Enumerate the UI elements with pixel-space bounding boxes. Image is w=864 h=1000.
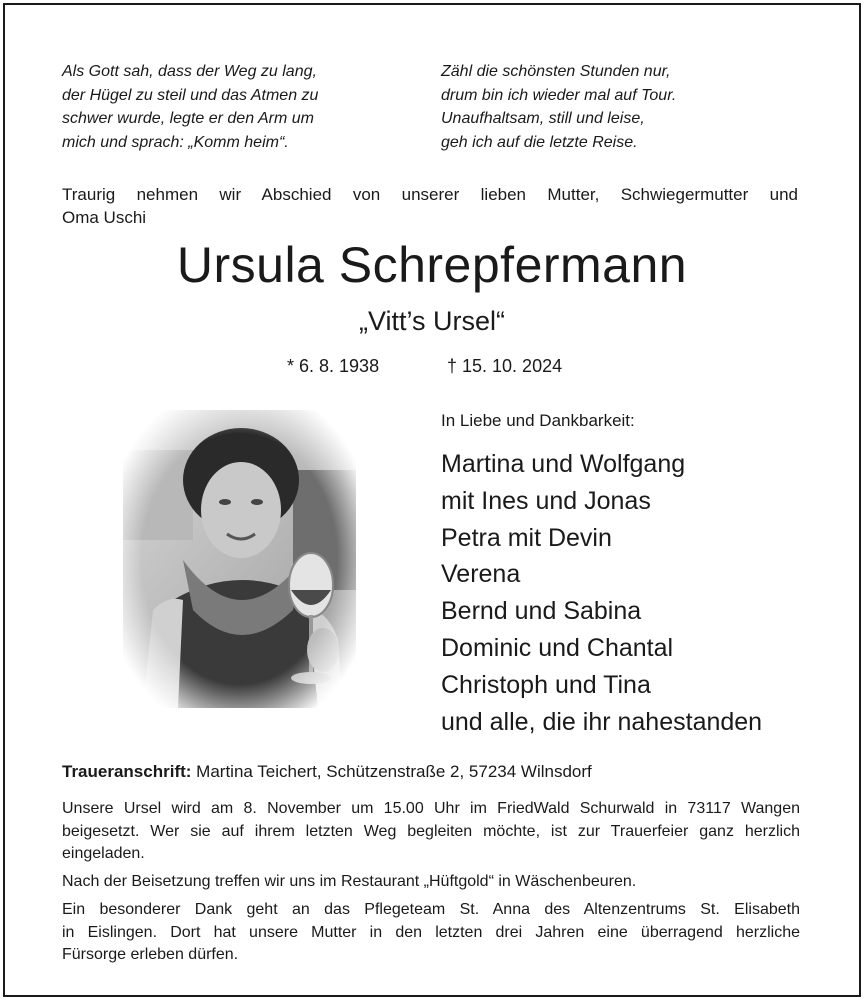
address-value: Martina Teichert, Schützenstraße 2, 57234 Wilnsdorf	[191, 762, 592, 781]
mourning-address	[62, 760, 592, 784]
family-member: mit Ines und Jonas	[441, 486, 651, 515]
family-member: Bernd und Sabina	[441, 597, 642, 626]
birth-date: * 6. 8. 1938	[287, 356, 380, 376]
family-member: Christoph und Tina	[441, 670, 651, 699]
intro-line: Traurig nehmen wir Abschied von unserer lieben Mutter, Schwiegermutter und	[62, 185, 798, 204]
paragraph-line: Fürsorge erleben dürfen.	[62, 946, 239, 963]
deceased-name: Ursula Schrepfermann	[176, 237, 688, 293]
poem-right-line: Zähl die schönsten Stunden nur,	[441, 63, 671, 80]
paragraph-line: eingeladen.	[62, 845, 145, 862]
burial-paragraph	[62, 798, 800, 866]
family-member: Dominic und Chantal	[441, 633, 674, 662]
family-list	[441, 446, 762, 740]
family-member: und alle, die ihr nahestanden	[441, 707, 763, 736]
paragraph-line: in Eislingen. Dort hat unsere Mutter in den letzten drei Jahren eine überragend herzliche	[62, 923, 800, 941]
death-date: † 15. 10. 2024	[447, 356, 563, 376]
poem-right-line: drum bin ich wieder mal auf Tour.	[441, 86, 677, 104]
poem-right	[441, 60, 781, 154]
poem-right-line: Unaufhaltsam, still und leise,	[441, 110, 645, 127]
paragraph-line: Unsere Ursel wird am 8. November um 15.00 Uhr im FriedWald Schurwald in 73117 Wangen	[62, 800, 800, 817]
gratitude-paragraph	[62, 899, 800, 967]
intro-line: Oma Uschi	[62, 208, 147, 227]
paragraph-line: Nach der Beisetzung treffen wir uns im Restaurant „Hüftgold“ in Wäschenbeuren.	[62, 873, 637, 890]
gathering-paragraph	[62, 871, 800, 894]
family-member: Martina und Wolfgang	[441, 450, 686, 478]
portrait-photo	[123, 410, 356, 708]
poem-left-line: der Hügel zu steil und das Atmen zu	[62, 86, 319, 104]
poem-left	[62, 60, 392, 154]
poem-right-line: geh ich auf die letzte Reise.	[441, 133, 638, 151]
intro-text	[62, 183, 798, 229]
deceased-nickname: „Vitt’s Ursel“	[358, 306, 506, 336]
paragraph-line: Ein besonderer Dank geht an das Pflegeteam St. Anna des Altenzentrums St. Elisabeth	[62, 901, 800, 918]
paragraph-line: beigesetzt. Wer sie auf ihrem letzten Weg begleiten möchte, ist zur Trauerfeier ganz herzlich	[62, 822, 800, 840]
thanks-heading: In Liebe und Dankbarkeit:	[441, 411, 635, 430]
poem-left-line: mich und sprach: „Komm heim“.	[62, 133, 289, 151]
address-label: Traueranschrift:	[62, 762, 192, 781]
family-member: Petra mit Devin	[441, 523, 612, 552]
poem-left-line: schwer wurde, legte er den Arm um	[62, 110, 314, 127]
poem-left-line: Als Gott sah, dass der Weg zu lang,	[62, 63, 317, 80]
family-member: Verena	[441, 560, 521, 589]
